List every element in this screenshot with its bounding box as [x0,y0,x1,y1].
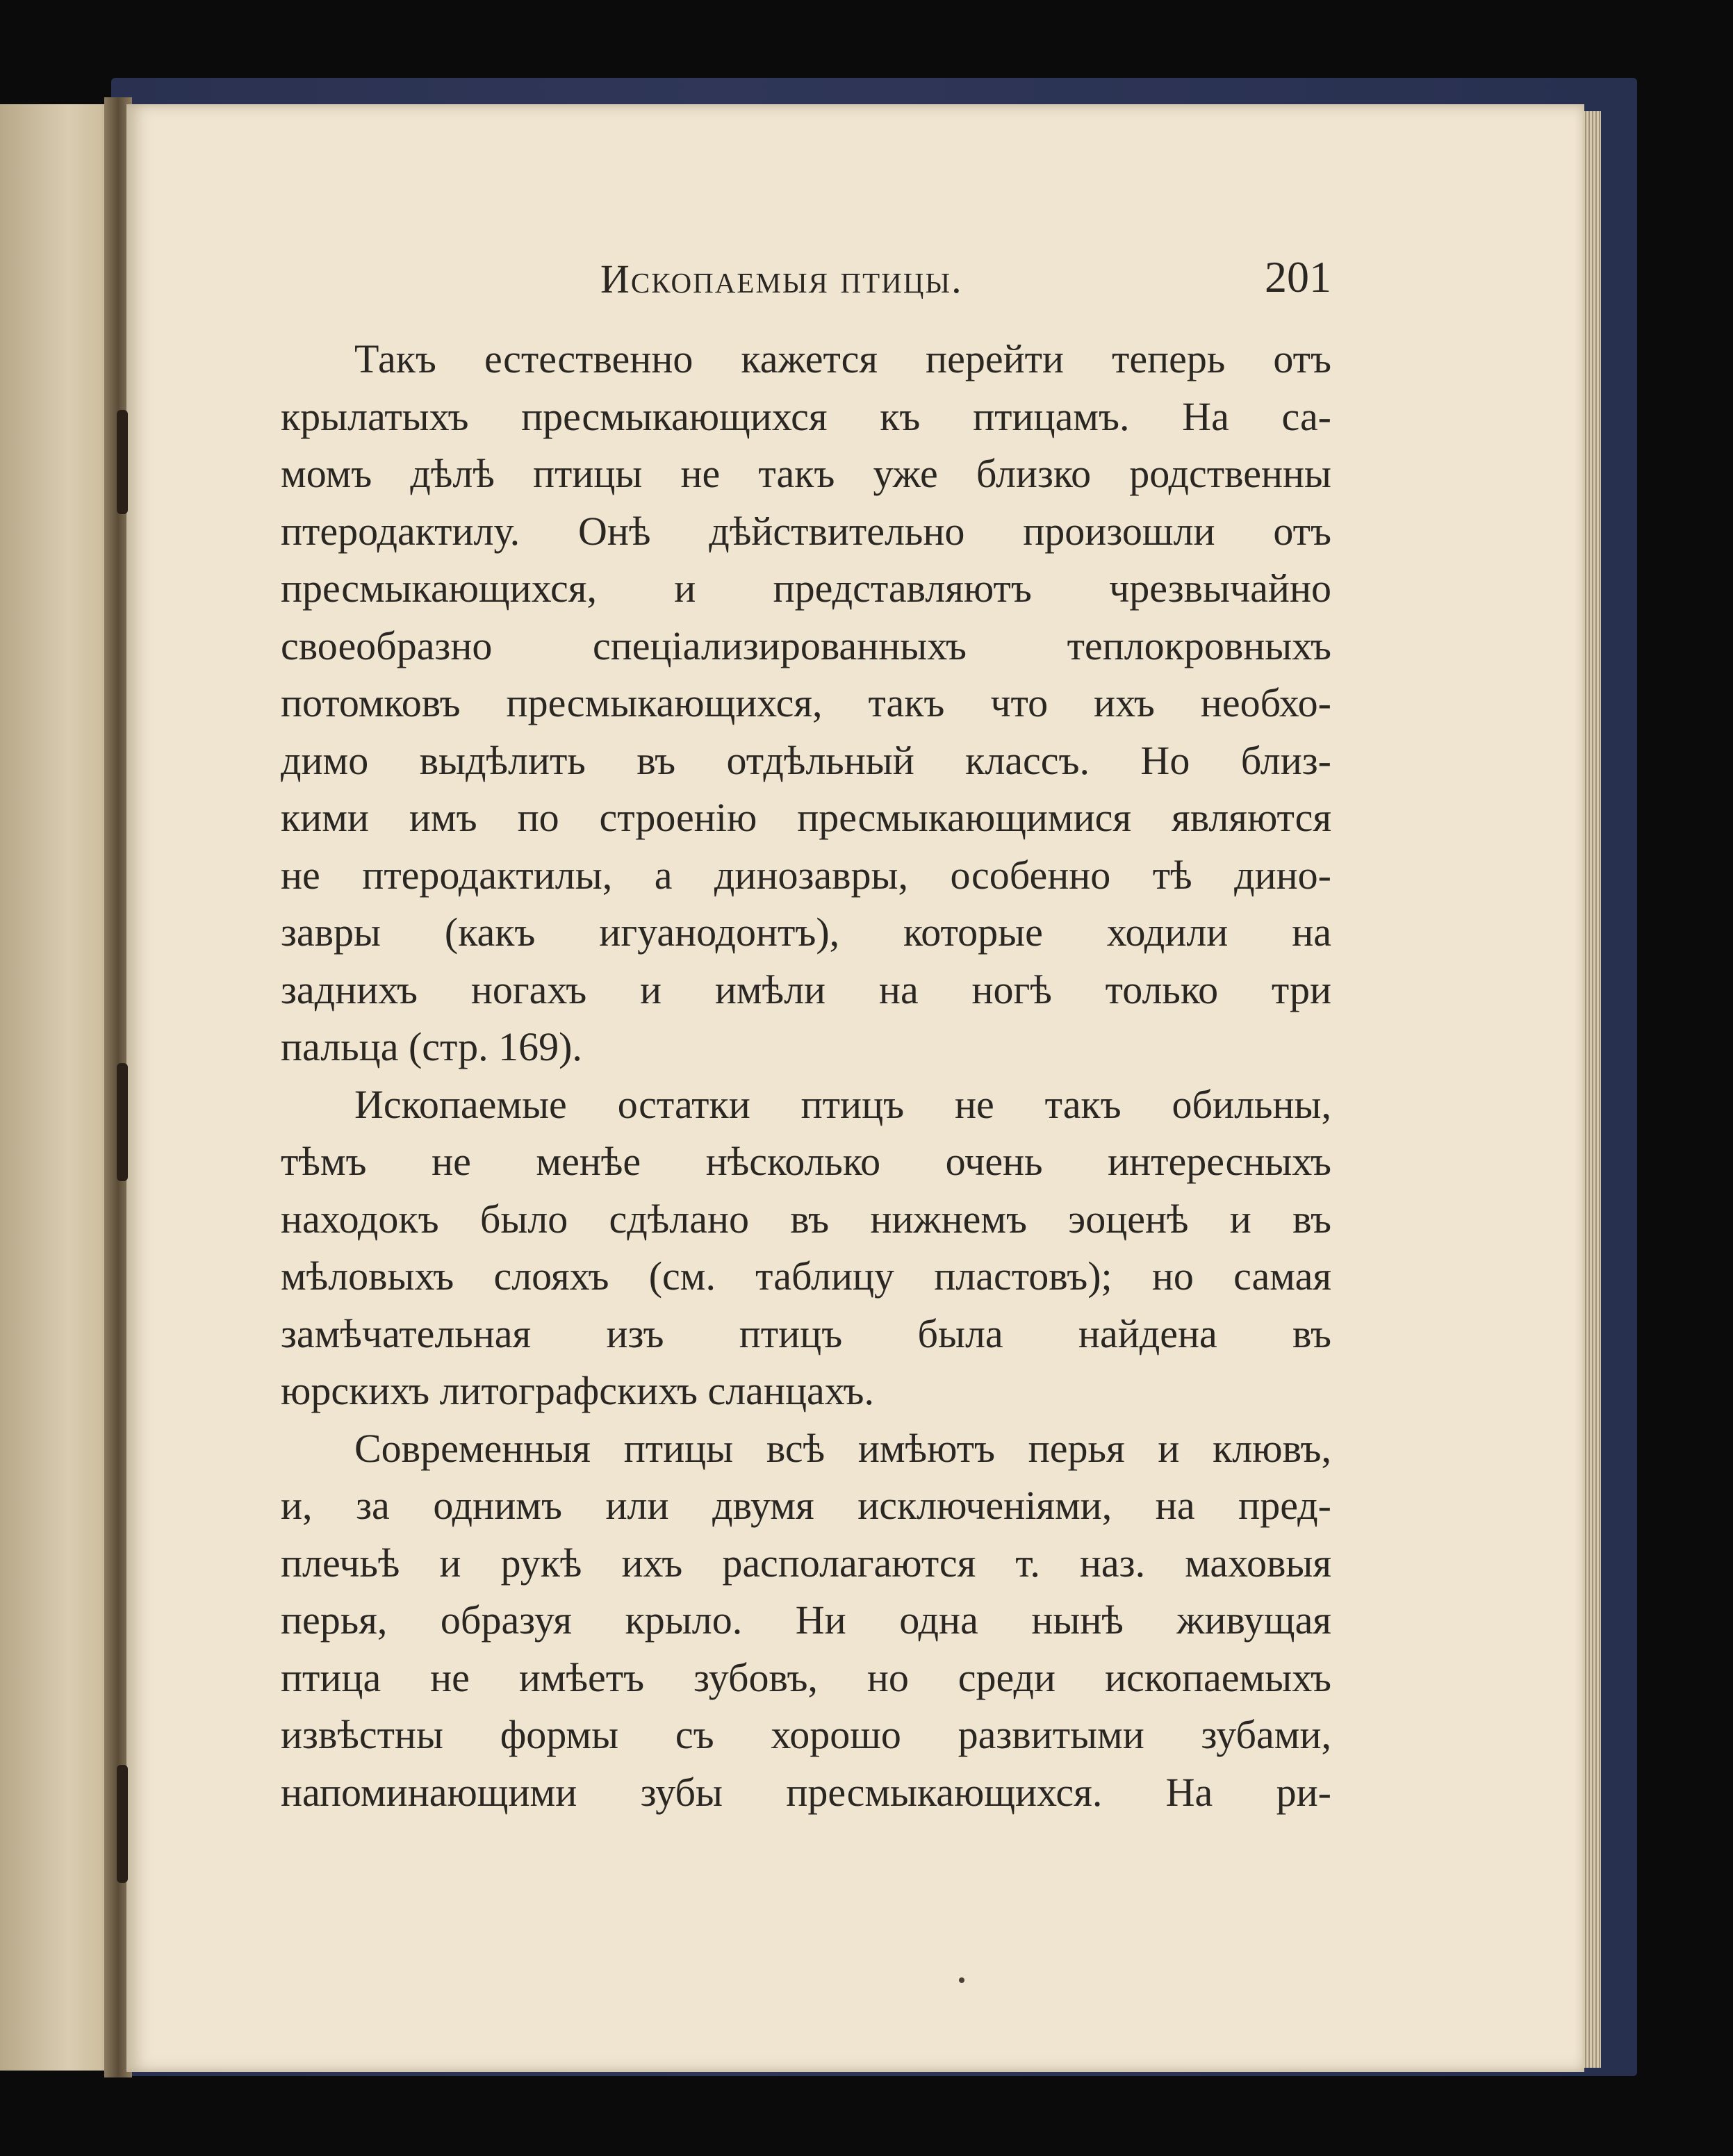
text-line: мѣловыхъ слояхъ (см. таблицу пластовъ); но самая [281,1253,1331,1299]
running-title: Ископаемыя птицы. [600,256,963,302]
text-line: Такъ естественно кажется перейти теперь отъ [354,336,1331,381]
page-number: 201 [1265,252,1331,302]
text-line: заднихъ ногахъ и имѣли на ногѣ только три [281,966,1331,1012]
text-line: птеродактилу. Онѣ дѣйствительно произошли отъ [281,508,1331,554]
text-line: замѣчательная изъ птицъ была найдена въ [281,1310,1331,1356]
text-line: завры (какъ игуанодонтъ), которые ходили на [281,910,1331,955]
text-line: не птеродактилы, а динозавры, особенно тѣ дино- [281,852,1331,898]
text-line: юрскихъ литографскихъ сланцахъ. [281,1368,875,1413]
body-text [281,331,1331,1821]
page-edges [1583,111,1601,2068]
text-line: потомковъ пресмыкающихся, такъ что ихъ необхо- [281,680,1331,725]
text-line: пресмыкающихся, и представляютъ чрезвычайно [281,566,1331,611]
text-line: находокъ было сдѣлано въ нижнемъ эоценѣ и въ [281,1196,1331,1242]
binding-stitch [117,1063,128,1181]
text-line: извѣстны формы съ хорошо развитыми зубами, [281,1712,1331,1757]
text-line: Современныя птицы всѣ имѣютъ перья и клювъ, [354,1425,1331,1471]
text-line: перья, образуя крыло. Ни одна нынѣ живущая [281,1597,1331,1643]
text-line: крылатыхъ пресмыкающихся къ птицамъ. На са- [281,393,1331,439]
text-line: момъ дѣлѣ птицы не такъ уже близко родственны [281,451,1331,496]
text-line: димо выдѣлить въ отдѣльный классъ. Но близ- [281,737,1331,783]
paragraph [281,1420,1331,1822]
binding-stitch [117,410,128,514]
text-line: птица не имѣетъ зубовъ, но среди ископаемыхъ [281,1654,1331,1700]
text-line: напоминающими зубы пресмыкающихся. На ри- [281,1769,1331,1815]
page-header [281,252,1331,320]
text-line: своеобразно спеціализированныхъ теплокровныхъ [281,623,1331,668]
paragraph [281,331,1331,1076]
text-line: тѣмъ не менѣе нѣсколько очень интересныхъ [281,1139,1331,1184]
paragraph [281,1076,1331,1420]
text-line: плечьѣ и рукѣ ихъ располагаются т. наз. маховыя [281,1540,1331,1586]
text-line: Ископаемые остатки птицъ не такъ обильны, [354,1081,1331,1127]
text-line: пальца (стр. 169). [281,1024,582,1069]
text-line: и, за однимъ или двумя исключеніями, на пред- [281,1483,1331,1528]
text-line: кими имъ по строенію пресмыкающимися являются [281,795,1331,840]
ink-speck [959,1977,964,1983]
binding-stitch [117,1765,128,1883]
